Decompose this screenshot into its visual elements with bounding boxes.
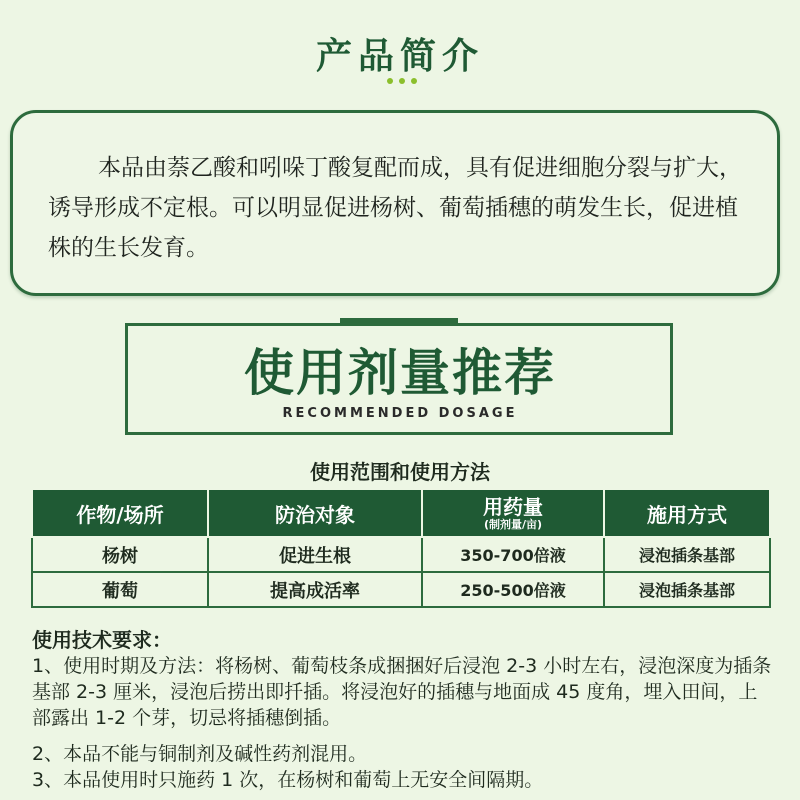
header-amount-unit: (制剂量/亩) (483, 518, 543, 531)
requirements-title: 使用技术要求： (32, 628, 172, 652)
cell-amount: 250-500倍液 (422, 572, 604, 607)
cell-crop: 杨树 (32, 537, 208, 572)
header-crop: 作物/场所 (32, 489, 208, 537)
table-row (32, 537, 770, 572)
header-target: 防治对象 (208, 489, 422, 537)
table-header-row (32, 489, 770, 537)
dosage-subtitle-wrap (250, 402, 550, 424)
intro-title: 产品简介 (315, 36, 484, 77)
dot-icon (411, 78, 417, 84)
intro-text: 本品由萘乙酸和吲哚丁酸复配而成，具有促进细胞分裂与扩大，诱导形成不定根。可以明显促进杨树、葡萄插穗的萌发生长，促进植株的生长发育。 (48, 155, 742, 261)
requirement-item: 1、使用时期及方法：将杨树、葡萄枝条成捆捆好后浸泡 2-3 小时左右，浸泡深度为插条基部 2-3 厘米，浸泡后捞出即扦插。将浸泡好的插穗与地面成 45 度角，埋入田间，上部露出 1-2 个芽，切忌将插穗倒插。 (32, 655, 772, 729)
header-amount (422, 489, 604, 537)
decorative-dots (387, 78, 417, 84)
cell-target: 促进生根 (208, 537, 422, 572)
dot-icon (387, 78, 393, 84)
header-amount-label: 用药量 (483, 495, 543, 519)
requirement-item: 3、本品使用时只施药 1 次，在杨树和葡萄上无安全间隔期。 (32, 769, 544, 791)
header-method: 施用方式 (604, 489, 770, 537)
cell-method: 浸泡插条基部 (604, 537, 770, 572)
dosage-subtitle: RECOMMENDED DOSAGE (282, 406, 518, 421)
table-caption: 使用范围和使用方法 (310, 460, 490, 484)
cell-target: 提高成活率 (208, 572, 422, 607)
table-row (32, 572, 770, 607)
dosage-frame-bar (340, 318, 458, 326)
dosage-title: 使用剂量推荐 (244, 344, 556, 402)
cell-crop: 葡萄 (32, 572, 208, 607)
dot-icon (399, 78, 405, 84)
cell-method: 浸泡插条基部 (604, 572, 770, 607)
cell-amount: 350-700倍液 (422, 537, 604, 572)
dosage-table (31, 488, 771, 608)
requirement-item: 2、本品不能与铜制剂及碱性药剂混用。 (32, 743, 368, 765)
